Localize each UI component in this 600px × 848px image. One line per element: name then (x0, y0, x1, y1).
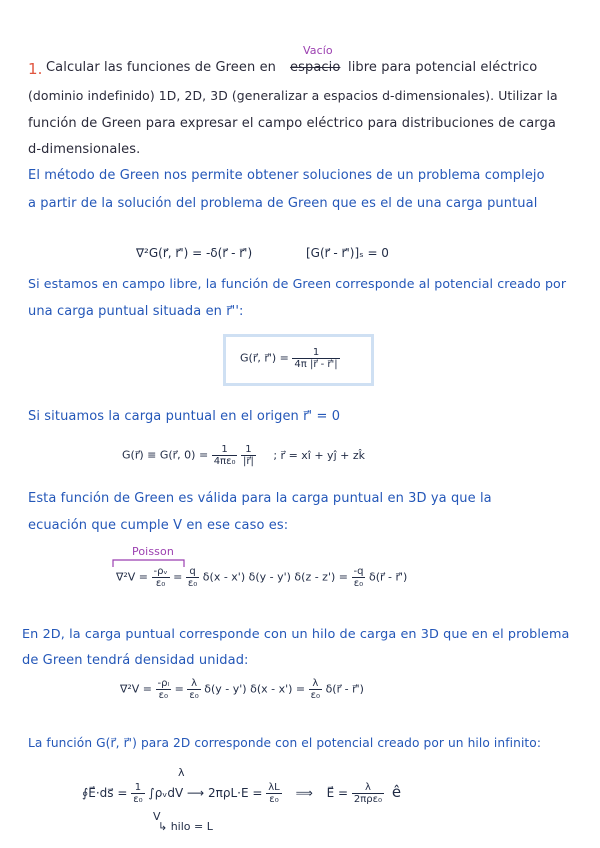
green-function-lhs: G(r⃗, r⃗') = (240, 351, 289, 365)
origin-fraction-1-num: 1 (212, 444, 238, 456)
poisson-frac-1 (152, 566, 170, 589)
wire-frac-2 (187, 678, 200, 701)
green-function-fraction (292, 347, 339, 370)
origin-fraction-2-den: |r⃗| (242, 456, 254, 467)
problem-line1-a: Calcular las funciones de Green en (46, 60, 277, 75)
wire-frac-3-num: λ (309, 678, 322, 690)
gauss-unit-vector: ê (391, 783, 402, 801)
green-function-box (223, 334, 374, 386)
wire-frac-1-den: ε₀ (158, 690, 169, 701)
gauss-frac-1-num: 1 (131, 782, 144, 794)
gauss-frac-3-den: 2πρε₀ (353, 794, 383, 805)
problem-line4: d-dimensionales. (28, 142, 141, 157)
green-equation: ∇²G(r⃗, r⃗') = -δ(r⃗ - r⃗') (136, 246, 253, 260)
poisson-frac-1-den: ε₀ (155, 578, 166, 589)
poisson-frac-2 (186, 566, 199, 589)
paragraph-5-line2: de Green tendrá densidad unidad: (22, 653, 249, 668)
wire-frac-2-num: λ (187, 678, 200, 690)
poisson-frac-2-den: ε₀ (187, 578, 198, 589)
paragraph-6: La función G(r⃗, r⃗') para 2D corresponde con el potencial creado por un hilo infinito: (28, 736, 542, 750)
gauss-integral: ∫ρᵥdV ⟶ 2πρL·E = (148, 786, 263, 800)
problem-line2: (dominio indefinido) 1D, 2D, 3D (generalizar a espacios d-dimensionales). Utilizar la (28, 88, 558, 103)
origin-green-lhs: G(r⃗) ≡ G(r⃗, 0) = (122, 448, 209, 462)
poisson-frac-1-num: -ρᵥ (153, 566, 168, 577)
wire-frac-3-den: ε₀ (310, 690, 321, 701)
gauss-frac-2 (266, 782, 282, 805)
paragraph-4-line2: ecuación que cumple V en ese caso es: (28, 518, 289, 533)
poisson-equals: = (173, 570, 183, 584)
inserted-word: Vacío (303, 44, 333, 57)
paragraph-3: Si situamos la carga puntual en el origen r⃗' = 0 (28, 409, 341, 424)
position-vector: ; r⃗ = xî + yĵ + zk̂ (273, 448, 365, 462)
origin-green-equation (122, 444, 365, 467)
gauss-lambda-label: λ (178, 766, 185, 779)
gauss-law-equation (82, 782, 401, 805)
green-function-equation (240, 347, 340, 370)
problem-line1-b: libre para potencial eléctrico (348, 60, 538, 75)
paragraph-4-line1: Esta función de Green es válida para la carga puntual en 3D ya que la (28, 491, 492, 506)
paragraph-2-line1: Si estamos en campo libre, la función de Green corresponde al potencial creado por (28, 276, 567, 291)
gauss-oint: ∮E⃗·ds⃗ = (82, 786, 128, 800)
wire-lhs: ∇²V = (120, 682, 153, 696)
green-function-denominator: 4π |r⃗ - r⃗'| (294, 359, 338, 370)
gauss-implies: ⟹ (295, 786, 313, 800)
boundary-condition: [G(r⃗ - r⃗')]ₛ = 0 (306, 246, 389, 260)
green-function-numerator: 1 (292, 347, 339, 359)
poisson-frac-3 (352, 566, 366, 589)
origin-fraction-2-num: 1 (241, 444, 256, 456)
paragraph-2-line2: una carga puntual situada en r⃗'': (28, 304, 244, 319)
poisson-deltas: δ(x - x') δ(y - y') δ(z - z') = (202, 570, 348, 584)
poisson-equation (116, 566, 407, 589)
gauss-frac-1 (131, 782, 144, 805)
wire-frac-3 (309, 678, 322, 701)
origin-fraction-2 (241, 444, 256, 467)
paragraph-1-line1: El método de Green nos permite obtener soluciones de un problema complejo (28, 168, 545, 183)
wire-frac-1-num: -ρₗ (157, 678, 170, 689)
wire-poisson-equation (120, 678, 364, 701)
gauss-field-lhs: E⃗ = (326, 786, 349, 800)
poisson-label: Poisson (132, 545, 174, 558)
origin-fraction-1 (212, 444, 238, 467)
poisson-delta-end: δ(r⃗ - r⃗') (368, 570, 408, 584)
gauss-frac-2-num: λL (268, 782, 280, 793)
poisson-frac-3-den: ε₀ (353, 578, 364, 589)
poisson-frac-2-num: q (186, 566, 199, 578)
origin-fraction-1-den: 4πε₀ (213, 456, 236, 467)
wire-equals: = (174, 682, 184, 696)
gauss-frac-1-den: ε₀ (133, 794, 143, 805)
gauss-wire-length: ↳ hilo = L (158, 820, 213, 833)
paragraph-5-line1: En 2D, la carga puntual corresponde con un hilo de carga en 3D que en el problema (22, 627, 570, 642)
wire-frac-2-den: ε₀ (189, 690, 199, 701)
gauss-volume-sub: V (153, 810, 161, 823)
gauss-frac-3-num: λ (352, 782, 384, 794)
wire-delta-end: δ(r⃗ - r⃗') (325, 682, 364, 696)
paragraph-1-line2: a partir de la solución del problema de Green que es el de una carga puntual (28, 196, 538, 211)
problem-line1-struck: espacio (290, 60, 341, 75)
gauss-frac-3 (352, 782, 384, 805)
poisson-lhs: ∇²V = (116, 570, 149, 584)
wire-frac-1 (156, 678, 172, 701)
wire-deltas: δ(y - y') δ(x - x') = (204, 682, 306, 696)
gauss-frac-2-den: ε₀ (269, 794, 279, 805)
problem-line3: función de Green para expresar el campo eléctrico para distribuciones de carga (28, 116, 556, 131)
poisson-frac-3-num: -q (353, 566, 364, 577)
problem-number: 1. (28, 60, 43, 78)
